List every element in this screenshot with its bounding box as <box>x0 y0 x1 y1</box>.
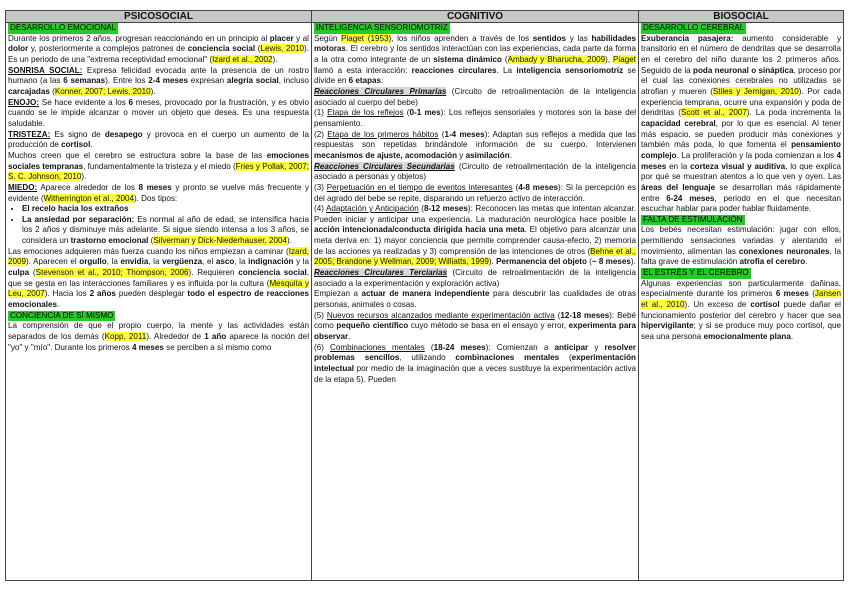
text-fragment: conexiones neuronales <box>738 246 830 256</box>
text-fragment: ). <box>286 236 292 246</box>
text-fragment: conciencia social <box>187 44 256 54</box>
text-fragment: . El cerebro y los sentidos interactúan con las experiencias, cada parte da forma a la otra como integrante de un <box>314 44 636 64</box>
text-fragment: ( <box>512 182 519 192</box>
section-heading-conciencia: CONCIENCIA DE SÍ MISMO <box>10 310 114 320</box>
text-fragment: , la <box>106 257 121 267</box>
text-fragment: pequeño científico <box>336 321 409 331</box>
text-fragment: y provoca en el cuerpo un aumento de la producción de <box>8 129 309 150</box>
paragraph <box>8 321 309 353</box>
text-fragment: llamó a esta interacción: <box>314 65 412 75</box>
text-fragment: (4) <box>314 204 326 214</box>
paragraph <box>314 268 636 289</box>
paragraph <box>641 34 841 215</box>
text-fragment: ( <box>255 44 261 54</box>
paragraph <box>314 34 636 87</box>
section-heading-desarrollo-cerebral: DESARROLLO CEREBRAL <box>643 23 745 32</box>
text-fragment: ). Un exceso de <box>684 300 751 310</box>
text-fragment: , el <box>202 257 216 267</box>
text-fragment: pueden desplegar <box>115 289 188 299</box>
text-fragment: pensamiento complejo <box>641 140 841 160</box>
citation: Piaget <box>613 54 636 64</box>
text-fragment: anticipar <box>554 342 589 352</box>
text-fragment: expresan <box>187 76 227 86</box>
text-fragment: resolver problemas sencillos <box>314 342 636 363</box>
text-fragment: . <box>90 140 93 150</box>
text-fragment: (Circuito de retroalimentación de la inteligencia asociado a personas y objetos) <box>314 161 636 182</box>
text-fragment: . <box>805 257 808 267</box>
text-fragment: Exuberancia pasajera: <box>641 33 734 43</box>
text-fragment: y las <box>566 33 592 43</box>
text-fragment: se divide en <box>314 65 636 86</box>
citation: Stiles y Jernigan, 2010 <box>712 86 799 96</box>
citation: Witherrington et al., 2004 <box>43 193 134 203</box>
text-fragment: aparece la noción del "yo" y "mío". Durante los primeros <box>8 332 309 352</box>
text-fragment: Los bebés necesitan estimulación: jugar con ellos, permitiendo sensaciones variadas y alentando el movimiento, alimentan las <box>641 225 841 256</box>
text-fragment: ): Si la percepción es del agrado del bebe se repite, disparando un refuerzo activo de interacción. <box>314 182 636 203</box>
paragraph <box>314 183 636 204</box>
text-fragment: Se hace evidente a los <box>39 97 129 107</box>
text-fragment: . La proliferación y la poda comienzan a los <box>676 150 837 160</box>
text-fragment: conciencia social <box>238 268 307 278</box>
text-fragment: meses, provocado por la frustración, y es obvio cuando se le impide alcanzar o mover un objeto que desea. Es una respuesta saludable. <box>8 97 309 128</box>
text-fragment: Muchos creen que el cerebro se estructura sobre la base de las <box>8 150 267 160</box>
text-fragment: culpa <box>8 268 30 278</box>
paragraph <box>8 151 309 183</box>
text-fragment: desapego <box>104 129 143 139</box>
text-fragment: emociones sociales tempranas <box>8 150 309 171</box>
paragraph <box>641 279 841 343</box>
text-fragment: atrofia el cerebro <box>739 257 806 267</box>
text-fragment: Etapa de los primeros hábitos <box>327 129 439 139</box>
text-fragment: Según <box>314 33 342 43</box>
text-fragment: ; y si se produce muy poco cortisol, que sea una persona <box>641 321 841 342</box>
text-fragment: asimilación <box>465 150 510 160</box>
text-fragment: (Circuito de retroalimentación de la inteligencia asociado a la experimentación y exploración activa) <box>314 268 636 288</box>
text-fragment: 2-4 meses <box>148 76 188 86</box>
paragraph <box>8 183 309 204</box>
text-fragment: sistema dinámico <box>433 54 502 64</box>
text-fragment: Combinaciones mentales <box>330 342 425 352</box>
citation: Silverman y Dick-Niederhauser, 2004 <box>153 236 287 246</box>
paragraph <box>8 66 309 98</box>
psicosocial-cell <box>6 23 312 581</box>
text-fragment: ). <box>488 257 497 267</box>
text-fragment: La ansiedad por separación: <box>22 214 135 224</box>
text-fragment: y la <box>293 257 309 267</box>
text-fragment: ( <box>49 86 55 96</box>
text-fragment: ). <box>272 54 278 64</box>
text-fragment: cortisol <box>61 140 91 150</box>
text-fragment: y <box>588 342 605 352</box>
citation: Ambady y Bharucha, 2009 <box>507 54 606 64</box>
text-fragment: habilidades motoras <box>314 33 636 54</box>
text-fragment: envidia <box>120 257 149 267</box>
text-fragment: Nuevos recursos alcanzados mediante experimentación activa <box>326 310 555 320</box>
text-fragment: . <box>790 332 794 342</box>
text-fragment: acción intencionada/conducta dirigida hacia una meta <box>314 225 525 235</box>
text-fragment: ( <box>554 310 561 320</box>
paragraph <box>314 162 636 183</box>
text-fragment: . El objetivo para alcanzar una meta deriva en: 1) mayor conciencia que permite comprender causa-efecto, 2) memoria de las acciones ya realizadas y 3) comprensión de las intenciones de otros ( <box>314 225 636 256</box>
text-fragment: poda neuronal o sináptica <box>693 65 794 75</box>
text-fragment: y al <box>293 33 309 43</box>
text-fragment: ( <box>808 289 815 299</box>
paragraph <box>8 130 309 151</box>
term-label: TRISTEZA: <box>8 129 51 139</box>
section-heading-estres: EL ESTRÉS Y EL CEREBRO <box>643 268 749 278</box>
text-fragment: , incluso <box>278 76 309 86</box>
text-fragment: ): Comienzan a <box>485 342 555 352</box>
text-fragment: Es normal al año de edad, se intensifica hacia los 2 años y disminuye más adelante. Si sigue siendo intensa a los 3 años, se considera un <box>22 214 309 246</box>
text-fragment: ): Adaptan sus reflejos a medida que las respuestas son repetidas brindándole información de su cuerpo. Intervienen <box>314 129 636 150</box>
paragraph <box>314 343 636 386</box>
text-fragment: 12-18 meses <box>560 310 610 320</box>
text-fragment: sentidos <box>532 33 567 43</box>
term-label: SONRISA SOCIAL: <box>8 65 83 75</box>
text-fragment: La comprensión de que el propio cuerpo, la mente y las actividades están separados de los demás ( <box>8 321 309 342</box>
text-fragment: ). La poda incrementa la <box>746 108 841 118</box>
text-fragment: 6 semanas <box>63 76 106 86</box>
paragraph <box>641 225 841 268</box>
text-fragment: , la <box>234 257 249 267</box>
text-fragment: alegría social <box>226 76 279 86</box>
text-fragment: , proceso por el cual las conexiones cerebrales no utilizadas se atrofian y mueren ( <box>641 65 841 96</box>
text-fragment: ): Reconocen las metas que intentan alcanzar. Pueden iniciar y anticipar una experiencia. La maduración neurológica hace posible la <box>314 204 636 224</box>
summary-table <box>5 10 844 581</box>
text-fragment: y, posteriormente a complejos patrones de <box>28 44 188 54</box>
text-fragment: indignación <box>248 257 294 267</box>
text-fragment: , periodo en el que necesitan escuchar hablar para poder hablar fluidamente. <box>641 193 841 214</box>
text-fragment: cortisol <box>750 300 780 310</box>
text-fragment: por medio de la imaginación que a veces sustituye la experimentación activa de la etapa 5). Pueden <box>314 364 636 384</box>
text-fragment: ( <box>586 257 592 267</box>
column-header-psicosocial: PSICOSOCIAL <box>6 11 312 23</box>
citation: Izard, 2009 <box>8 246 309 267</box>
text-fragment: 6 <box>128 97 134 107</box>
text-fragment: todo el espectro de reacciones emocionales <box>8 289 309 310</box>
citation: Jansen et al., 2010 <box>641 289 841 310</box>
text-fragment: (5) <box>314 310 327 320</box>
citation: Kopp, 2011 <box>104 332 147 342</box>
cognitivo-cell <box>312 23 639 581</box>
citation: Stevenson et al., 2010; Thompson, 2006 <box>35 268 189 278</box>
citation: Behne et al., 2005; Brandone y Wellman, 2009; Williatts, 1999 <box>314 246 636 267</box>
paragraph <box>314 108 636 129</box>
text-fragment: ( <box>148 236 154 246</box>
text-fragment: Aparece alrededor de los <box>37 182 139 192</box>
text-fragment: emocionalmente plana <box>703 332 791 342</box>
text-fragment: Las emociones adquieren más fuerza cuando los niños empiezan a caminar ( <box>8 246 289 256</box>
text-fragment: 4 meses <box>131 342 164 352</box>
term-label: ENOJO: <box>8 97 40 107</box>
term-label: MIEDO: <box>8 182 38 192</box>
text-fragment: 4 meses <box>641 150 841 171</box>
text-fragment: ). <box>150 86 156 96</box>
text-fragment: ): Los reflejos sensoriales y motores son la base del pensamiento. <box>314 108 636 128</box>
list-item <box>22 215 309 247</box>
text-fragment: . <box>57 300 60 310</box>
citation: Fries y Pollak, 2007; S. C. Johnson, 2010 <box>8 161 309 182</box>
text-fragment: ). Alrededor de <box>146 332 205 342</box>
text-fragment: se perciben a sí mismo como <box>163 342 272 352</box>
text-fragment: reacciones circulares <box>411 65 497 75</box>
text-fragment: ( <box>424 342 434 352</box>
text-fragment: ( <box>29 268 36 278</box>
text-fragment: El recelo hacia los extraños <box>22 204 129 214</box>
subheading: Reacciones Circulares Primarias <box>314 86 447 96</box>
bullet-list <box>8 204 309 247</box>
text-fragment: Adaptación y Anticipación <box>325 204 419 214</box>
text-fragment: corteza visual y auditiva <box>690 161 786 171</box>
text-fragment: Empiezan a <box>314 289 362 299</box>
text-fragment: ). Hacia los <box>44 289 90 299</box>
citation: Izard et al., 2002 <box>212 54 273 64</box>
text-fragment: Etapa de los reflejos <box>327 108 404 118</box>
text-fragment: Perpetuación en el tiempo de eventos interesantes <box>326 182 513 192</box>
text-fragment: 8 meses <box>138 182 172 192</box>
text-fragment: experimenta para observar <box>314 321 636 342</box>
text-fragment: para descubrir las cualidades de otras personas, animales o cosas. <box>314 289 636 310</box>
text-fragment: ). Es un periodo de una "extrema receptividad emocional" ( <box>8 44 309 64</box>
text-fragment: Durante los primeros 2 años, progresan reaccionando en un principio al <box>8 33 270 43</box>
text-fragment: ( <box>438 129 445 139</box>
subheading: Reacciones Circulares Secundarias <box>314 161 455 171</box>
text-fragment: ). Requieren <box>188 268 239 278</box>
text-fragment: asco <box>215 257 235 267</box>
text-fragment: aumento considerable y transitorio en el número de dendritas que se desarrolla en el cerebro del niño durante los 2 primeros años. Seguido de la <box>641 33 841 75</box>
text-fragment: ), <box>605 54 614 64</box>
text-fragment: ( <box>418 204 424 214</box>
text-fragment: 1 año <box>204 332 227 342</box>
text-fragment: en la <box>666 161 691 171</box>
section-heading-falta-estimulacion: FALTA DE ESTIMULACIÓN <box>643 214 743 224</box>
text-fragment: carcajadas <box>8 86 50 96</box>
text-fragment: . <box>348 332 351 342</box>
text-fragment: , la <box>148 257 163 267</box>
text-fragment: ). Dos tipos: <box>133 193 178 203</box>
column-header-cognitivo: COGNITIVO <box>312 11 639 23</box>
content-row <box>6 23 844 581</box>
paragraph <box>8 98 309 130</box>
text-fragment: actuar de manera independiente <box>361 289 490 299</box>
text-fragment: Algunas experiencias son particularmente dañinas, especialmente durante los primeros <box>641 278 841 299</box>
text-fragment: (Circuito de retroalimentación de la inteligencia asociado al cuerpo del bebe) <box>314 86 636 107</box>
text-fragment: ). <box>630 257 636 267</box>
text-fragment: ). <box>81 172 87 182</box>
text-fragment: . <box>509 150 512 160</box>
column-header-biosocial: BIOSOCIAL <box>639 11 844 23</box>
text-fragment: puede dañar el funcionamiento posterior del cerebro y hacer que sea <box>641 300 841 320</box>
citation: Scott et al., 2007 <box>680 108 747 118</box>
text-fragment: capacidad cerebral <box>641 118 716 128</box>
text-fragment: , que se gesta en las interacciones familiares y es influida por la cultura ( <box>8 268 309 288</box>
citation: Konner, 2007; Lewis, 2010 <box>54 86 151 96</box>
text-fragment: inteligencia sensoriomotriz <box>516 65 624 75</box>
text-fragment: : <box>381 76 384 86</box>
section-heading-desarrollo-emocional: DESARROLLO EMOCIONAL <box>10 23 117 32</box>
text-fragment: 4-8 meses <box>518 182 558 192</box>
text-fragment: ( <box>559 353 572 363</box>
text-fragment: , utilizando <box>399 353 456 363</box>
text-fragment: (2) <box>314 129 328 139</box>
paragraph <box>314 130 636 162</box>
text-fragment: , por lo que es esencial. Al tener más espacio, se pueden producir más conexiones y también más poda, lo que fomenta el <box>641 118 841 150</box>
text-fragment: placer <box>269 33 294 43</box>
text-fragment: (3) <box>314 182 327 192</box>
text-fragment: cuyo método se basa en el ensayo y error, <box>408 321 569 331</box>
text-fragment: ). Por cada experiencia temprana, ocurre una expansión y poda de dendritas ( <box>641 86 841 118</box>
text-fragment: Es signo de <box>50 129 105 139</box>
text-fragment: 6-24 meses <box>666 193 715 203</box>
citation: Mesquita y Leu, 2007 <box>8 278 309 299</box>
paragraph <box>8 247 309 311</box>
text-fragment: 18-24 meses <box>433 342 486 352</box>
list-item <box>22 204 309 215</box>
text-fragment: . La <box>496 65 517 75</box>
text-fragment: (6) <box>314 342 331 352</box>
paragraph <box>314 204 636 268</box>
subheading: Reacciones Circulares Terciarias <box>314 268 448 278</box>
text-fragment: ( <box>403 108 410 118</box>
text-fragment: , los niños aprenden a través de los <box>391 33 533 43</box>
text-fragment: dolor <box>8 44 29 54</box>
paragraph <box>314 289 636 310</box>
text-fragment: áreas del lenguaje <box>641 182 716 192</box>
text-fragment: ~ 8 meses <box>591 257 631 267</box>
text-fragment: ). Aparecen el <box>26 257 80 267</box>
text-fragment: combinaciones mentales <box>455 353 560 363</box>
header-row <box>6 11 844 23</box>
text-fragment: 8-12 meses <box>423 204 468 214</box>
text-fragment: ( <box>501 54 508 64</box>
paragraph <box>8 34 309 66</box>
text-fragment: orgullo <box>79 257 107 267</box>
text-fragment: (1) <box>314 108 328 118</box>
text-fragment: 0-1 mes <box>409 108 441 118</box>
text-fragment: hipervigilante <box>641 321 694 331</box>
biosocial-cell <box>639 23 844 581</box>
text-fragment: experimentación intelectual <box>314 353 636 373</box>
text-fragment: , fundamentalmente la tristeza y el miedo ( <box>83 161 236 171</box>
text-fragment: 6 meses <box>775 289 809 299</box>
citation: Piaget (1953) <box>341 33 392 43</box>
text-fragment: trastorno emocional <box>70 236 149 246</box>
text-fragment: 1-4 meses <box>444 129 485 139</box>
paragraph <box>314 87 636 108</box>
text-fragment: 2 años <box>89 289 116 299</box>
text-fragment: Expresa felicidad evocada ante la presencia de un rostro humano (a las <box>8 65 309 86</box>
text-fragment: y pronto se vuelve más frecuente y evidente ( <box>8 182 309 203</box>
text-fragment: , la falta grave de estimulación <box>641 246 841 267</box>
text-fragment: mecanismos de ajuste, acomodación <box>314 150 458 160</box>
paragraph <box>314 311 636 343</box>
text-fragment: se desarrollan más rápidamente entre <box>641 182 841 203</box>
text-fragment: 6 etapas <box>348 76 382 86</box>
citation: Lewis, 2010 <box>260 44 305 54</box>
section-heading-inteligencia: INTELIGENCIA SENSORIOMOTRIZ <box>316 23 448 32</box>
text-fragment: vergüenza <box>162 257 203 267</box>
text-fragment: ): Bebé como <box>314 310 636 331</box>
text-fragment: ). Entre los <box>105 76 149 86</box>
text-fragment: Permanencia del objeto <box>496 257 587 267</box>
text-fragment: y <box>457 150 466 160</box>
text-fragment: , lo que explica por qué se muestran atentos a lo que ven y oyen. Las <box>641 161 841 182</box>
